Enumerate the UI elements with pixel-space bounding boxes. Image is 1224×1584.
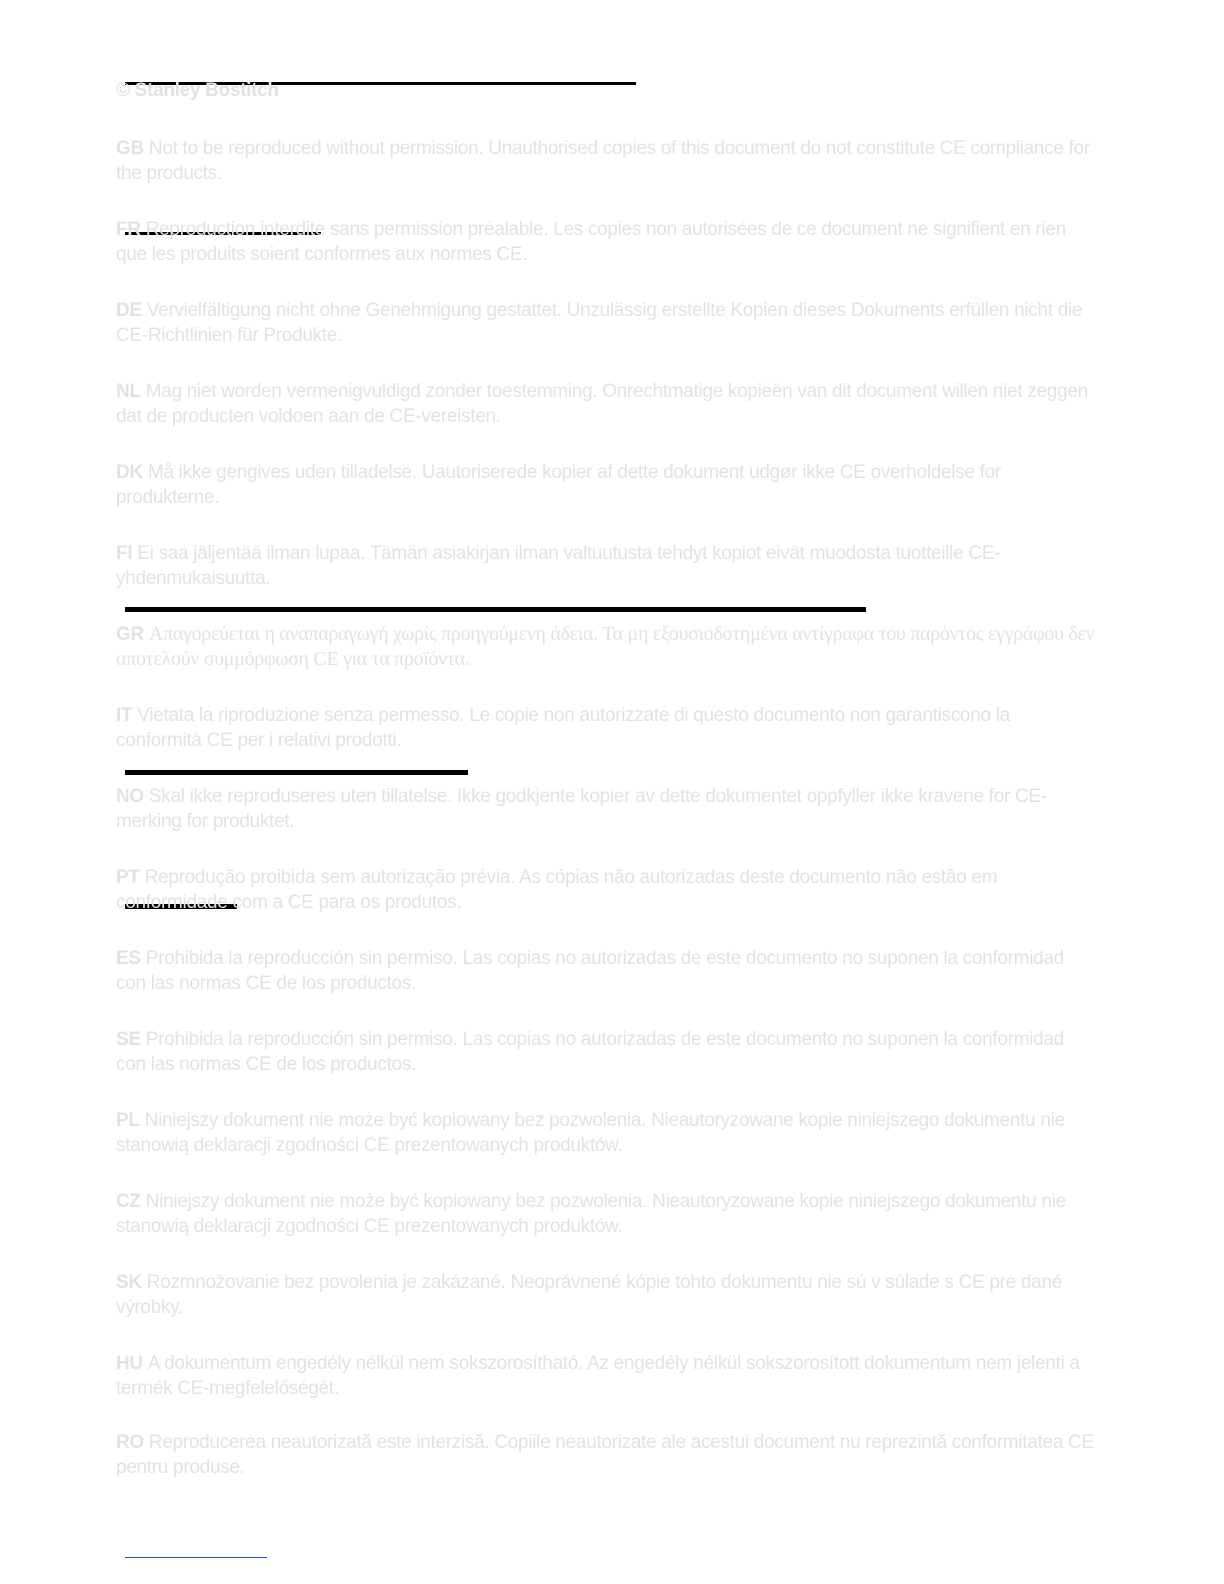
language-code: FR (116, 219, 141, 240)
notice-hu (116, 1351, 1096, 1401)
language-code: DK (116, 462, 143, 483)
language-code: RO (116, 1432, 144, 1453)
notice-text: Skal ikke reproduseres uten tillatelse. Ikke godkjente kopier av dette dokumentet oppfyller ikke kravene for CE-merking for produktet. (116, 786, 1047, 832)
notice-text: Må ikke gengives uden tilladelse. Uautoriserede kopier af dette dokument udgør ikke CE overholdelse for produkterne. (116, 462, 1001, 508)
notice-no (116, 784, 1096, 834)
notice-pl (116, 1108, 1096, 1158)
notice-it (116, 703, 1096, 753)
notice-text: Vervielfältigung nicht ohne Genehmigung gestattet. Unzulässig erstellte Kopien dieses Dokuments erfüllen nicht die CE-Richtlinien für Produkte. (116, 300, 1083, 346)
rule-no (125, 770, 468, 775)
language-code: ES (116, 948, 141, 969)
notice-nl (116, 379, 1096, 429)
language-code: GB (116, 138, 144, 159)
notice-text: Reproducerea neautorizată este interzisă. Copiile neautorizate ale acestui document nu reprezintă conformitatea CE pentru produse. (116, 1432, 1094, 1478)
notice-se (116, 1027, 1096, 1077)
notice-ro (116, 1430, 1096, 1480)
language-code: GR (116, 624, 144, 645)
notice-text: Niniejszy dokument nie może być kopiowany bez pozwolenia. Nieautoryzowane kopie niniejszego dokumentu nie stanowią deklaracji zgodności CE prezentowanych produktów. (116, 1110, 1065, 1156)
notice-sk (116, 1270, 1096, 1320)
notice-gr (116, 622, 1096, 672)
notice-text: Reprodução proibida sem autorização prévia. As cópias não autorizadas deste documento não estão em conformidade com a CE para os produtos. (116, 867, 998, 913)
language-code: PT (116, 867, 140, 888)
notice-text: Prohibida la reproducción sin permiso. Las copias no autorizadas de este documento no suponen la conformidad con las normas CE de los productos. (116, 948, 1064, 994)
notice-text: Rozmnožovanie bez povolenia je zakázané. Neoprávnené kópie tohto dokumentu nie sú v súlade s CE pre dané výrobky. (116, 1272, 1062, 1318)
notice-text: Ei saa jäljentää ilman lupaa. Tämän asiakirjan ilman valtuutusta tehdyt kopiot eivät muodosta tuotteille CE-yhdenmukaisuutta. (116, 543, 1001, 589)
language-code: IT (116, 705, 133, 726)
footer-rule (125, 1557, 267, 1558)
copyright-line: © Stanley Bostitch (116, 80, 279, 101)
language-code: SK (116, 1272, 142, 1293)
notice-text: Reproduction interdite sans permission préalable. Les copies non autorisées de ce document ne signifient en rien que les produits soient conformes aux normes CE. (116, 219, 1066, 265)
notice-text: Niniejszy dokument nie może być kopiowany bez pozwolenia. Nieautoryzowane kopie niniejszego dokumentu nie stanowią deklaracji zgodności CE prezentowanych produktów. (116, 1191, 1066, 1237)
notice-text: Vietata la riproduzione senza permesso. Le copie non autorizzate di questo documento non garantiscono la conformità CE per i relativi prodotti. (116, 705, 1010, 751)
notice-fi (116, 541, 1096, 591)
language-code: PL (116, 1110, 140, 1131)
notice-text: Prohibida la reproducción sin permiso. Las copias no autorizadas de este documento no suponen la conformidad con las normas CE de los productos. (116, 1029, 1064, 1075)
notice-pt (116, 865, 1096, 915)
notice-text: Not to be reproduced without permission. Unauthorised copies of this document do not constitute CE compliance for the products. (116, 138, 1090, 184)
notice-de (116, 298, 1096, 348)
notice-text: A dokumentum engedély nélkül nem sokszorosítható. Az engedély nélkül sokszorosított dokumentum nem jelenti a termék CE-megfelelőségét. (116, 1353, 1080, 1399)
language-code: CZ (116, 1191, 141, 1212)
notice-cz (116, 1189, 1096, 1239)
notice-dk (116, 460, 1096, 510)
notice-gb (116, 136, 1096, 186)
notice-text: Mag niet worden vermenigvuldigd zonder toestemming. Onrechtmatige kopieën van dit document willen niet zeggen dat de producten voldoen aan de CE-vereisten. (116, 381, 1088, 427)
language-code: NL (116, 381, 141, 402)
notice-text: Απαγορεύεται η αναπαραγωγή χωρίς προηγούμενη άδεια. Τα μη εξουσιοδοτημένα αντίγραφα του παρόντος εγγράφου δεν αποτελούν συμμόρφωση CE για τα προϊόντα. (116, 623, 1095, 670)
language-code: DE (116, 300, 142, 321)
language-code: NO (116, 786, 144, 807)
language-code: SE (116, 1029, 141, 1050)
notice-es (116, 946, 1096, 996)
language-code: FI (116, 543, 133, 564)
language-code: HU (116, 1353, 143, 1374)
notice-fr (116, 217, 1096, 267)
rule-gr (125, 607, 866, 612)
